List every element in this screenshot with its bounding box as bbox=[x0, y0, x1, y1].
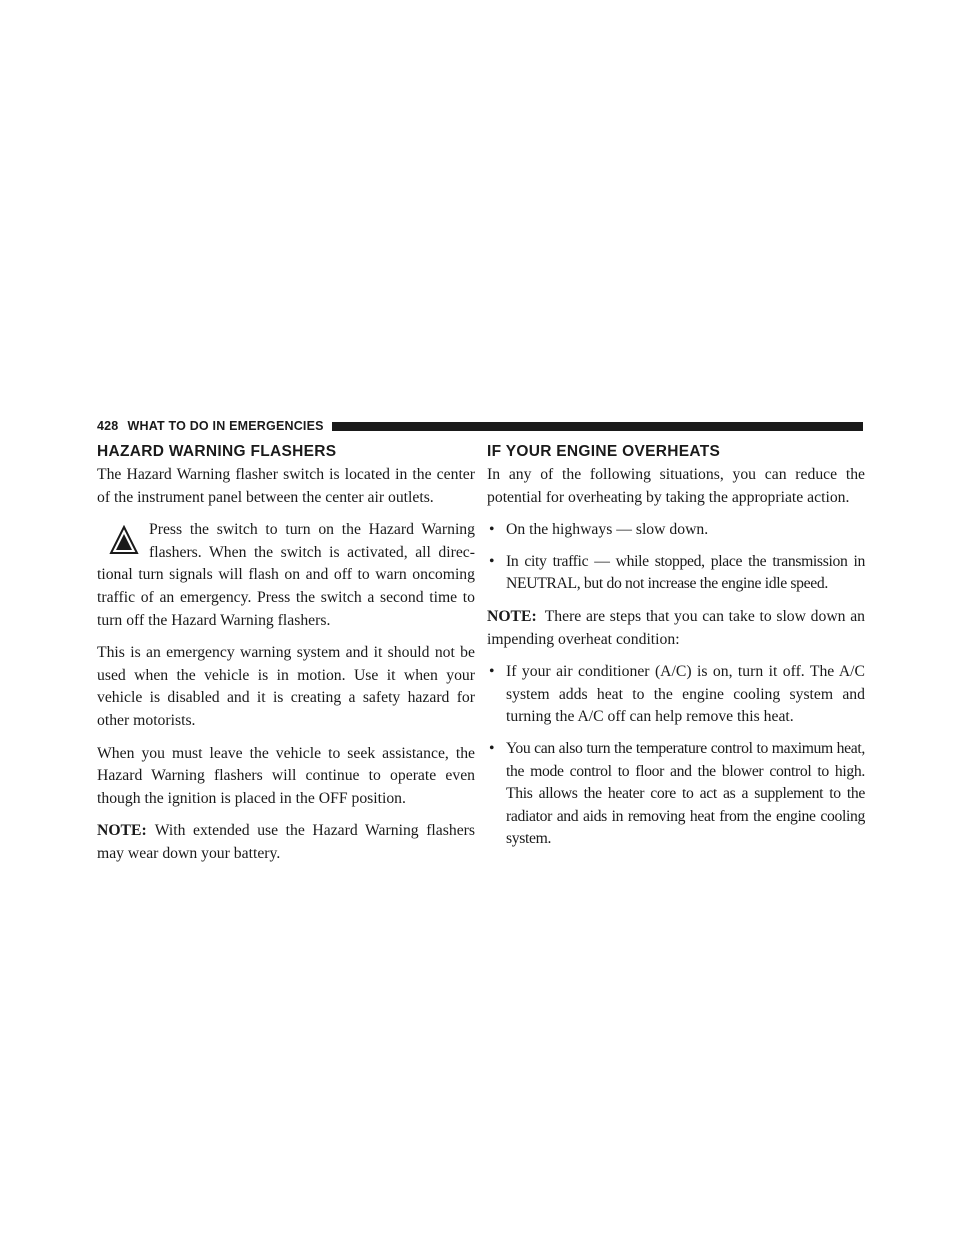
list-item: • In city traffic — while stopped, place the transmission in NEUTRAL, but do not increase the engine idle speed. bbox=[489, 552, 865, 593]
left-column bbox=[97, 441, 475, 876]
warning-triangle-icon bbox=[109, 525, 139, 555]
overheat-heading: IF YOUR ENGINE OVERHEATS bbox=[487, 443, 721, 460]
bullet-icon: • bbox=[489, 663, 495, 681]
page-number: 428 bbox=[97, 419, 119, 433]
hazard-warning-block bbox=[97, 519, 475, 632]
hazard-paragraph-1: The Hazard Warning flasher switch is located in the center of the instrument panel between the center air outlets. bbox=[97, 466, 475, 506]
hazard-warning-text: Press the switch to turn on the Hazard Warning flashers. When the switch is activated, all direc-tional turn signals will flash on and off to warn oncoming traffic of an emergency. Press the switch a second time to turn off the Hazard Warning flashers. bbox=[97, 521, 475, 629]
hazard-note bbox=[97, 820, 475, 865]
overheat-note bbox=[487, 606, 865, 651]
bullet-icon: • bbox=[489, 521, 495, 539]
note-label: NOTE: bbox=[97, 822, 147, 840]
overheat-list-2 bbox=[487, 661, 865, 851]
hazard-paragraph-3: When you must leave the vehicle to seek assistance, the Hazard Warning flashers will continue to operate even though the ignition is placed in the OFF position. bbox=[97, 744, 475, 807]
note-label: NOTE: bbox=[487, 607, 537, 625]
list-item: • You can also turn the temperature control to maximum heat, the mode control to floor and the blower control to high. This allows the heater core to act as a supplement to the radiator and aids in removing heat from the engine cooling system. bbox=[489, 739, 865, 848]
list-item: • On the highways — slow down. bbox=[487, 519, 865, 542]
bullet-icon: • bbox=[489, 739, 495, 757]
hazard-paragraph-2: This is an emergency warning system and it should not be used when the vehicle is in motion. Use it when your vehicle is disabled and it is creating a safety hazard for other motorists. bbox=[97, 644, 475, 729]
overheat-intro: In any of the following situations, you can reduce the potential for overheating by taking the appropriate action. bbox=[487, 466, 865, 506]
note-text: With extended use the Hazard Warning flashers may wear down your battery. bbox=[97, 822, 475, 862]
page-header bbox=[97, 419, 863, 433]
bullet-icon: • bbox=[489, 552, 495, 570]
section-title: WHAT TO DO IN EMERGENCIES bbox=[127, 419, 324, 433]
overheat-list-1 bbox=[487, 519, 865, 596]
header-rule bbox=[332, 422, 863, 431]
right-column bbox=[487, 441, 865, 861]
note-text: There are steps that you can take to slow down an impending overheat condition: bbox=[487, 607, 865, 648]
list-item: • If your air conditioner (A/C) is on, turn it off. The A/C system adds heat to the engine cooling system and turning the A/C off can help remove this heat. bbox=[489, 663, 865, 726]
hazard-heading: HAZARD WARNING FLASHERS bbox=[97, 443, 337, 460]
